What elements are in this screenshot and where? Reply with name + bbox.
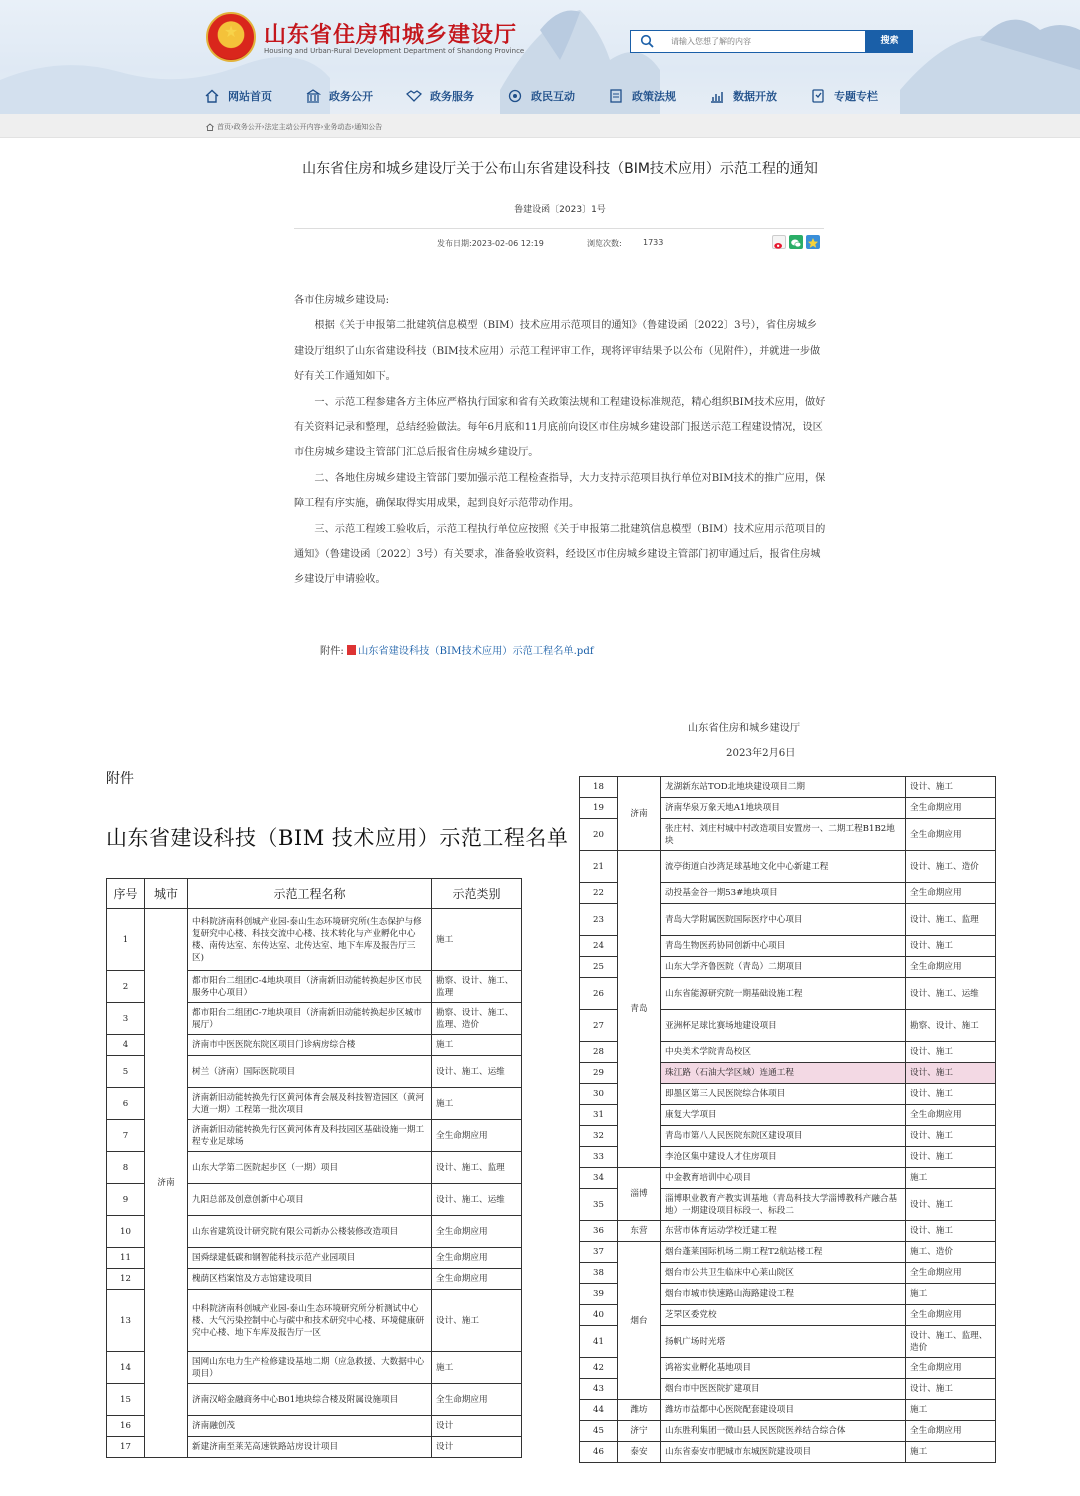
breadcrumb-path[interactable]: 首页›政务公开›法定主动公开内容›业务动态›通知公告: [217, 123, 383, 131]
row-number: 27: [580, 1010, 618, 1042]
project-category: 全生命期应用: [906, 1105, 996, 1126]
project-category: 全生命期应用: [906, 1263, 996, 1284]
project-name: 康复大学项目: [661, 1105, 906, 1126]
city-cell: 东营: [618, 1221, 661, 1242]
project-category: 全生命期应用: [432, 1248, 522, 1269]
row-number: 38: [580, 1263, 618, 1284]
search-button[interactable]: 搜索: [866, 30, 913, 53]
row-number: 25: [580, 957, 618, 978]
project-name: 槐荫区档案馆及方志馆建设项目: [188, 1269, 432, 1290]
project-name: 淄博职业教育产教实训基地（青岛科技大学淄博教科产融合基地）一期建设项目标段一、标段二: [661, 1189, 906, 1221]
article-body: [294, 288, 826, 593]
signing-organization: 山东省住房和城乡建设厅: [688, 723, 801, 734]
table-row: [580, 1400, 996, 1421]
project-category: 设计、施工: [906, 1084, 996, 1105]
row-number: 6: [107, 1088, 145, 1120]
row-number: 3: [107, 1003, 145, 1035]
attachment-link[interactable]: 山东省建设科技（BIM技术应用）示范工程名单.pdf: [358, 646, 594, 657]
attachment-label: 附件:: [320, 646, 344, 657]
project-name: 亚洲杯足球比赛场地建设项目: [661, 1010, 906, 1042]
row-number: 10: [107, 1216, 145, 1248]
project-name: 国舜绿建低碳和钢智能科技示范产业园项目: [188, 1248, 432, 1269]
project-name: 济南融创茂: [188, 1416, 432, 1437]
table-row: [580, 1242, 996, 1263]
project-name: 山东胜利集团一微山县人民医院医养结合综合体: [661, 1421, 906, 1442]
row-number: 4: [107, 1035, 145, 1056]
project-name: 济南市中医医院东院区项目门诊病房综合楼: [188, 1035, 432, 1056]
project-category: 全生命期应用: [906, 883, 996, 904]
table-row: [580, 1421, 996, 1442]
project-name: 烟台市公共卫生临床中心莱山院区: [661, 1263, 906, 1284]
project-name: 山东省能源研究院一期基础设施工程: [661, 978, 906, 1010]
row-number: 24: [580, 936, 618, 957]
row-number: 12: [107, 1269, 145, 1290]
project-name: 中科院济南科创城产业园-泰山生态环境研究所分析测试中心楼、大气污染控制中心与碳中和技术研究中心楼、环境健康研究中心楼、地下车库及报告厅一区: [188, 1290, 432, 1352]
wechat-icon[interactable]: [789, 235, 803, 249]
service-icon: [406, 88, 422, 104]
row-number: 44: [580, 1400, 618, 1421]
row-number: 7: [107, 1120, 145, 1152]
city-cell: 潍坊: [618, 1400, 661, 1421]
city-cell: 济南: [145, 909, 188, 1458]
project-name: 烟台蓬莱国际机场二期工程T2航站楼工程: [661, 1242, 906, 1263]
project-name: 扬帆广场时光塔: [661, 1326, 906, 1358]
project-name: 烟台市城市快速路山海路建设工程: [661, 1284, 906, 1305]
nav-special-columns[interactable]: 专题专栏: [810, 86, 878, 106]
row-number: 30: [580, 1084, 618, 1105]
project-name: 国网山东电力生产检修建设基地二期（应急救援、大数据中心项目）: [188, 1352, 432, 1384]
project-name: 济南汉峪金融商务中心B01地块综合楼及附属设施项目: [188, 1384, 432, 1416]
site-header: [0, 0, 1080, 114]
row-number: 31: [580, 1105, 618, 1126]
row-number: 9: [107, 1184, 145, 1216]
city-cell: 济宁: [618, 1421, 661, 1442]
project-category: 设计、施工: [906, 1147, 996, 1168]
row-number: 19: [580, 798, 618, 819]
project-category: 全生命期应用: [906, 1421, 996, 1442]
project-category: 全生命期应用: [432, 1269, 522, 1290]
building-icon: [305, 88, 321, 104]
project-category: 施工: [432, 1088, 522, 1120]
views-label: 浏览次数:: [587, 239, 622, 248]
project-name: 九阳总部及创意创新中心项目: [188, 1184, 432, 1216]
project-category: 施工: [906, 1442, 996, 1463]
project-category: 施工: [906, 1400, 996, 1421]
row-number: 1: [107, 909, 145, 971]
project-category: 设计、施工: [906, 777, 996, 798]
divider: [294, 228, 824, 229]
project-name: 东营市体育运动学校迁建工程: [661, 1221, 906, 1242]
row-number: 40: [580, 1305, 618, 1326]
table-row: [580, 777, 996, 798]
project-name: 中金教育培训中心项目: [661, 1168, 906, 1189]
project-name: 张庄村、刘庄村城中村改造项目安置房一、二期工程B1B2地块: [661, 819, 906, 851]
project-category: 设计、施工、监理、造价: [906, 1326, 996, 1358]
row-number: 15: [107, 1384, 145, 1416]
project-name: 青岛市第八人民医院东院区建设项目: [661, 1126, 906, 1147]
pdf-icon: [347, 645, 356, 655]
breadcrumb-bar: [0, 114, 1080, 138]
project-name: 山东大学齐鲁医院（青岛）二期项目: [661, 957, 906, 978]
project-name: 青岛大学附属医院国际医疗中心项目: [661, 904, 906, 936]
project-name: 流亭街道白沙湾足球基地文化中心新建工程: [661, 851, 906, 883]
site-subtitle: Housing and Urban-Rural Development Department of Shandong Province: [264, 47, 525, 55]
home-icon: [204, 88, 220, 104]
project-name: 珠江路（石油大学区域）连通工程: [661, 1063, 906, 1084]
row-number: 22: [580, 883, 618, 904]
project-category: 设计、施工、运维: [432, 1056, 522, 1088]
row-number: 11: [107, 1248, 145, 1269]
paragraph: 一、示范工程参建各方主体应严格执行国家和省有关政策法规和工程建设标准规范，精心组织BIM技术应用，做好有关资料记录和整理，总结经验做法。每年6月底和11月底前向设区市住房城乡建设部门报送示范工程建设情况，设区市住房城乡建设主管部门汇总后报省住房城乡建设厅。: [294, 396, 826, 459]
home-icon: [206, 123, 214, 131]
row-number: 35: [580, 1189, 618, 1221]
project-category: 设计、施工: [906, 1221, 996, 1242]
project-category: 设计: [432, 1416, 522, 1437]
row-number: 13: [107, 1290, 145, 1352]
project-category: 设计、施工、监理: [432, 1152, 522, 1184]
views-count: 1733: [643, 238, 664, 247]
project-name: 龙湖新东站TOD北地块建设项目二期: [661, 777, 906, 798]
row-number: 2: [107, 971, 145, 1003]
project-category: 全生命期应用: [906, 1305, 996, 1326]
project-table-right: [579, 776, 996, 1463]
row-number: 18: [580, 777, 618, 798]
project-category: 设计、施工: [906, 1189, 996, 1221]
document-icon: [608, 88, 624, 104]
chart-icon: [709, 88, 725, 104]
project-name: 山东省泰安市肥城市东城医院建设项目: [661, 1442, 906, 1463]
project-category: 全生命期应用: [906, 957, 996, 978]
project-name: 鸿裕实业孵化基地项目: [661, 1358, 906, 1379]
project-category: 全生命期应用: [432, 1120, 522, 1152]
project-category: 全生命期应用: [432, 1216, 522, 1248]
header-project-name: 示范工程名称: [188, 879, 432, 909]
project-name: 都市阳台二组团C-7地块项目（济南新旧动能转换起步区城市展厅）: [188, 1003, 432, 1035]
project-name: 新建济南至莱芜高速铁路站房设计项目: [188, 1437, 432, 1458]
project-category: 全生命期应用: [906, 819, 996, 851]
row-number: 29: [580, 1063, 618, 1084]
project-category: 勘察、设计、施工、监理、造价: [432, 1003, 522, 1035]
project-category: 施工: [432, 1035, 522, 1056]
header-city: 城市: [145, 879, 188, 909]
row-number: 36: [580, 1221, 618, 1242]
row-number: 20: [580, 819, 618, 851]
project-name: 烟台市中医医院扩建项目: [661, 1379, 906, 1400]
signing-date: 2023年2月6日: [726, 748, 796, 759]
header-no: 序号: [107, 879, 145, 909]
row-number: 33: [580, 1147, 618, 1168]
row-number: 23: [580, 904, 618, 936]
nav-government-affairs[interactable]: 政务公开: [305, 86, 373, 106]
table-row: [580, 1168, 996, 1189]
interaction-icon: [507, 88, 523, 104]
project-category: 施工、造价: [906, 1242, 996, 1263]
row-number: 16: [107, 1416, 145, 1437]
row-number: 41: [580, 1326, 618, 1358]
table-row: [107, 909, 522, 971]
project-category: 勘察、设计、施工、监理: [432, 971, 522, 1003]
table-row: [580, 1221, 996, 1242]
city-cell: 青岛: [618, 851, 661, 1168]
project-category: 施工: [906, 1284, 996, 1305]
row-number: 14: [107, 1352, 145, 1384]
share-buttons: [772, 235, 820, 249]
project-category: 全生命期应用: [432, 1384, 522, 1416]
project-name: 中央美术学院青岛校区: [661, 1042, 906, 1063]
paragraph: 二、各地住房城乡建设主管部门要加强示范工程检查指导，大力支持示范项目执行单位对BIM技术的推广应用，保障工程有序实施，确保取得实用成果，起到良好示范带动作用。: [294, 472, 826, 510]
city-cell: 泰安: [618, 1442, 661, 1463]
nav-policies[interactable]: 政策法规: [608, 86, 676, 106]
project-category: 施工: [906, 1168, 996, 1189]
row-number: 17: [107, 1437, 145, 1458]
project-name: 树兰（济南）国际医院项目: [188, 1056, 432, 1088]
attachment-line: [320, 642, 594, 657]
project-category: 设计: [432, 1437, 522, 1458]
project-category: 设计、施工: [432, 1290, 522, 1352]
row-number: 21: [580, 851, 618, 883]
row-number: 46: [580, 1442, 618, 1463]
row-number: 34: [580, 1168, 618, 1189]
project-category: 设计、施工、运维: [432, 1184, 522, 1216]
project-name: 山东大学第二医院起步区（一期）项目: [188, 1152, 432, 1184]
search-input[interactable]: [671, 33, 861, 50]
project-category: 施工: [432, 1352, 522, 1384]
search-icon: [640, 34, 654, 48]
project-category: 勘察、设计、施工: [906, 1010, 996, 1042]
project-name: 济南新旧动能转换先行区黄河体育及科技园区基础设施一期工程专业足球场: [188, 1120, 432, 1152]
project-category: 设计、施工: [906, 1042, 996, 1063]
project-table-left: [106, 878, 522, 1458]
column-icon: [810, 88, 826, 104]
paragraph: 根据《关于申报第二批建筑信息模型（BIM）技术应用示范项目的通知》（鲁建设函〔2022〕3号），省住房城乡建设厅组织了山东省建设科技（BIM技术应用）示范工程评审工作，现将评审结果予以公布（见附件），并就进一步做好有关工作通知如下。: [294, 320, 821, 383]
project-name: 李沧区集中建设人才住房项目: [661, 1147, 906, 1168]
city-cell: 济南: [618, 777, 661, 851]
national-emblem-icon[interactable]: ★: [206, 12, 256, 62]
nav-government-services[interactable]: 政务服务: [406, 86, 474, 106]
project-name: 芝罘区委党校: [661, 1305, 906, 1326]
row-number: 32: [580, 1126, 618, 1147]
main-nav: [0, 86, 1080, 106]
project-category: 设计、施工、监理: [906, 904, 996, 936]
project-category: 设计、施工、造价: [906, 851, 996, 883]
project-category: 设计、施工: [906, 1126, 996, 1147]
project-name: 济南华泉万象天地A1地块项目: [661, 798, 906, 819]
row-number: 39: [580, 1284, 618, 1305]
table-row: [580, 851, 996, 883]
publish-date: 发布日期:2023-02-06 12:19: [437, 239, 544, 248]
project-name: 潍坊市益都中心医院配套建设项目: [661, 1400, 906, 1421]
row-number: 5: [107, 1056, 145, 1088]
site-title[interactable]: 山东省住房和城乡建设厅: [264, 23, 518, 48]
project-category: 设计、施工、运维: [906, 978, 996, 1010]
appendix-label: 附件: [106, 771, 134, 787]
nav-home[interactable]: 网站首页: [204, 86, 272, 106]
search-box: [630, 30, 866, 53]
favorite-star-icon[interactable]: [806, 235, 820, 249]
breadcrumb: [206, 122, 382, 132]
row-number: 45: [580, 1421, 618, 1442]
header-category: 示范类别: [432, 879, 522, 909]
article-title: 山东省住房和城乡建设厅关于公布山东省建设科技（BIM技术应用）示范工程的通知: [302, 161, 818, 177]
project-name: 济南新旧动能转换先行区黄河体育会展及科技智造园区（黄河大道一期）工程第一批次项目: [188, 1088, 432, 1120]
row-number: 42: [580, 1358, 618, 1379]
table-row: [580, 1442, 996, 1463]
appendix-title: 山东省建设科技（BIM 技术应用）示范工程名单: [106, 826, 569, 850]
project-category: 施工: [432, 909, 522, 971]
project-category: 全生命期应用: [906, 1358, 996, 1379]
project-name: 中科院济南科创城产业园-泰山生态环境研究所(生态保护与修复研究中心楼、科技交流中心楼、技术转化与产业孵化中心楼、南传达室、东传达室、北传达室、地下车库及报告厅三区): [188, 909, 432, 971]
weibo-icon[interactable]: [772, 235, 786, 249]
nav-open-data[interactable]: 数据开放: [709, 86, 777, 106]
project-name: 即墨区第三人民医院综合体项目: [661, 1084, 906, 1105]
project-category: 设计、施工: [906, 1063, 996, 1084]
row-number: 28: [580, 1042, 618, 1063]
row-number: 37: [580, 1242, 618, 1263]
project-category: 设计、施工: [906, 1379, 996, 1400]
nav-interaction[interactable]: 政民互动: [507, 86, 575, 106]
paragraph: 三、示范工程竣工验收后，示范工程执行单位应按照《关于申报第二批建筑信息模型（BIM）技术应用示范项目的通知》（鲁建设函〔2022〕3号）有关要求，准备验收资料，经设区市住房城乡建设主管部门初审通过后，报省住房城乡建设厅申请验收。: [294, 523, 826, 586]
project-name: 都市阳台二组团C-4地块项目（济南新旧动能转换起步区市民服务中心项目）: [188, 971, 432, 1003]
row-number: 26: [580, 978, 618, 1010]
project-category: 设计、施工: [906, 936, 996, 957]
city-cell: 烟台: [618, 1242, 661, 1400]
row-number: 43: [580, 1379, 618, 1400]
project-name: 山东省建筑设计研究院有限公司新办公楼装修改造项目: [188, 1216, 432, 1248]
salutation: 各市住房城乡建设局:: [294, 295, 390, 306]
project-name: 动投基金谷一期53#地块项目: [661, 883, 906, 904]
city-cell: 淄博: [618, 1168, 661, 1221]
document-number: 鲁建设函〔2023〕1号: [514, 205, 606, 215]
project-category: 全生命期应用: [906, 798, 996, 819]
row-number: 8: [107, 1152, 145, 1184]
project-name: 青岛生物医药协同创新中心项目: [661, 936, 906, 957]
